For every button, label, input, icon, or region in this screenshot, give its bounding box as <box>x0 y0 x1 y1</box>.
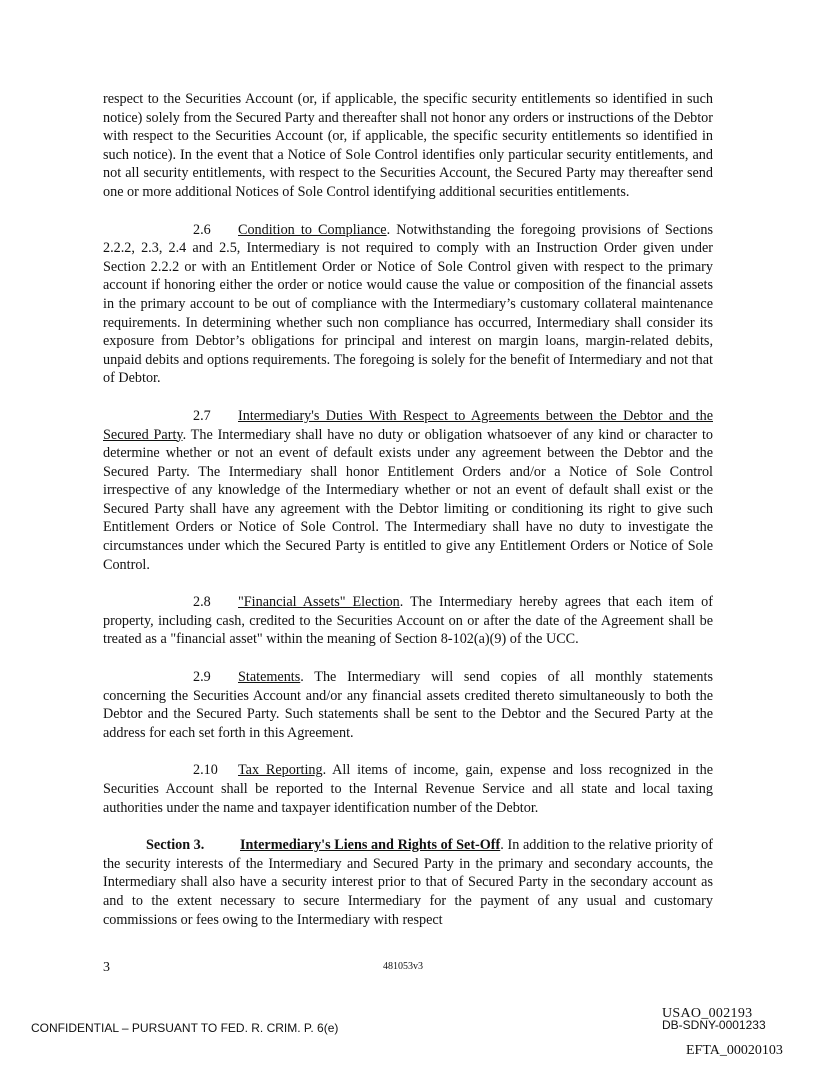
section-2-8 <box>103 593 713 649</box>
section-heading: Tax Reporting <box>238 762 323 779</box>
section-number: 2.10 <box>193 762 218 779</box>
section-number: 2.8 <box>193 594 211 611</box>
bates-usao: USAO_002193 <box>662 1006 753 1021</box>
section-3 <box>103 836 713 929</box>
section-2-6 <box>103 221 713 388</box>
bates-sdny: DB-SDNY-0001233 <box>662 1018 766 1032</box>
document-id: 481053v3 <box>383 961 423 972</box>
section-heading: Intermediary's Duties With Respect to Agreements between the Debtor and the Secured Party <box>103 407 713 443</box>
bates-efta: EFTA_00020103 <box>686 1043 783 1058</box>
section-3-heading: Intermediary's Liens and Rights of Set-Off <box>240 837 501 854</box>
document-body <box>103 90 713 948</box>
section-3-label: Section 3. <box>146 837 205 854</box>
section-text: . Notwithstanding the foregoing provisions of Sections 2.2.2, 2.3, 2.4 and 2.5, Intermediary is not required to comply with an Instruction Order given under Section 2.2.2 or with an Entitlement Order or Notice of Sole Control given with respect to the primary account if honoring either the order or notice would cause the value or composition of the financial assets in the primary account to be out of compliance with the Intermediary’s customary collateral maintenance requirements. In determining whether such non compliance has occurred, Intermediary shall consider its exposure from Debtor’s obligations for principal and interest on margin loans, margin-related debits, unpaid debits and options requirements. The foregoing is solely for the benefit of Intermediary and not that of Debtor. <box>103 221 713 387</box>
section-text: . All items of income, gain, expense and loss recognized in the Securities Account shall be reported to the Internal Revenue Service and all state and local taxing authorities under the name and taxpayer identification number of the Debtor. <box>103 762 713 816</box>
section-2-10 <box>103 761 713 817</box>
section-number: 2.9 <box>193 669 211 686</box>
continuation-paragraph: respect to the Securities Account (or, if applicable, the specific security entitlements so identified in such notice) solely from the Secured Party and thereafter shall not honor any orders or instructions of the Debtor with respect to the Securities Account (or, if applicable, the specific security entitlements so identified in such notice). In the event that a Notice of Sole Control identifies only particular security entitlements, and not all security entitlements, with respect to the Securities Account, the Secured Party may thereafter send one or more additional Notices of Sole Control identifying additional securities entitlements. <box>103 91 713 200</box>
section-text: . The Intermediary hereby agrees that each item of property, including cash, credited to the Securities Account on or after the date of the Agreement shall be treated as a "financial asset" within the meaning of Section 8-102(a)(9) of the UCC. <box>103 594 713 648</box>
section-2-7 <box>103 407 713 574</box>
confidential-notice: CONFIDENTIAL – PURSUANT TO FED. R. CRIM. P. 6(e) <box>31 1021 339 1035</box>
section-number: 2.7 <box>193 407 211 424</box>
section-2-9 <box>103 668 713 742</box>
section-text: . The Intermediary will send copies of all monthly statements concerning the Securities Account and/or any financial assets credited thereto simultaneously to both the Debtor and the Secured Party. Such statements shall be sent to the Debtor and the Secured Party at the address for each set forth in this Agreement. <box>103 669 713 741</box>
section-heading: Statements <box>238 669 301 686</box>
section-text: . The Intermediary shall have no duty or obligation whatsoever of any kind or character to determine whether or not an event of default exists under any agreement between the Debtor and the Secured Party. The Intermediary shall honor Entitlement Orders and/or a Notice of Sole Control irrespective of any knowledge of the Intermediary whether or not an event of default shall exist or the Secured Party shall have any agreement with the Debtor limiting or conditioning its right to give such Entitlement Orders or Notice of Sole Control. The Intermediary shall have no duty to investigate the circumstances under which the Secured Party is entitled to give any Entitlement Orders or Notice of Sole Control. <box>103 426 713 573</box>
page-number: 3 <box>103 960 110 975</box>
section-number: 2.6 <box>193 221 211 238</box>
section-3-text: . In addition to the relative priority of the security interests of the Intermediary and Secured Party in the primary and secondary accounts, the Intermediary shall also have a security interest prior to that of Secured Party in the secondary account as and to the extent necessary to secure Intermediary for the payment of any usual and customary commissions or fees owing to the Intermediary with respect <box>103 837 713 928</box>
section-heading: Condition to Compliance <box>238 221 387 238</box>
section-heading: "Financial Assets" Election <box>238 594 400 611</box>
